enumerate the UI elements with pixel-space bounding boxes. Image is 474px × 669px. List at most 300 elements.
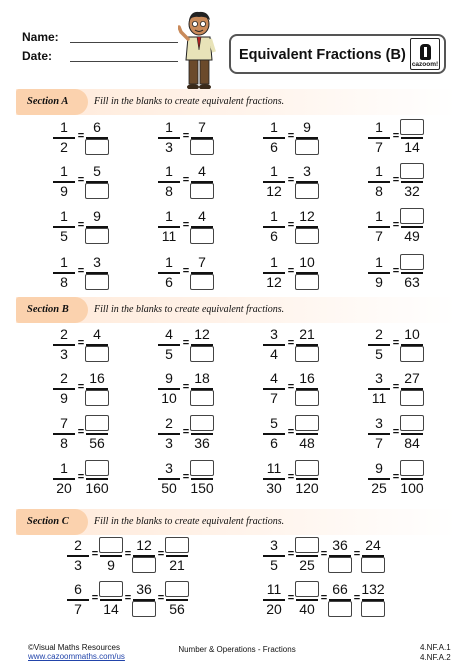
numerator-answer-box[interactable] xyxy=(400,415,424,431)
equals-sign: = xyxy=(392,130,400,142)
equivalent-fraction-problem xyxy=(52,119,132,155)
fraction xyxy=(190,254,214,290)
denominator: 9 xyxy=(60,183,68,199)
equals-sign: = xyxy=(77,426,85,438)
equals-sign: = xyxy=(77,219,85,231)
equivalent-fraction-problem xyxy=(367,119,447,155)
numerator: 1 xyxy=(60,254,68,270)
denominator: 3 xyxy=(74,557,82,573)
fraction xyxy=(157,326,181,362)
denominator-answer-box[interactable] xyxy=(361,601,385,617)
fraction xyxy=(157,415,181,451)
denominator-answer-box[interactable] xyxy=(190,139,214,155)
denominator-answer-box[interactable] xyxy=(190,390,214,406)
numerator: 1 xyxy=(60,460,68,476)
fraction xyxy=(190,415,214,451)
equals-sign: = xyxy=(157,592,165,604)
denominator: 6 xyxy=(270,435,278,451)
denominator: 11 xyxy=(161,228,177,244)
denominator: 7 xyxy=(270,390,278,406)
numerator: 36 xyxy=(136,581,152,597)
title-box xyxy=(229,34,446,74)
equivalent-fraction-problem xyxy=(157,326,237,362)
numerator: 3 xyxy=(303,163,311,179)
fraction xyxy=(361,581,385,617)
numerator: 7 xyxy=(60,415,68,431)
equals-sign: = xyxy=(77,174,85,186)
fraction xyxy=(295,208,319,244)
denominator-answer-box[interactable] xyxy=(328,601,352,617)
fraction xyxy=(85,460,109,496)
denominator: 63 xyxy=(404,274,420,290)
numerator: 21 xyxy=(299,326,315,342)
equivalent-fraction-problem xyxy=(66,537,206,573)
name-field[interactable] xyxy=(70,42,178,43)
fraction xyxy=(367,208,391,244)
denominator-answer-box[interactable] xyxy=(85,139,109,155)
numerator-answer-box[interactable] xyxy=(295,537,319,553)
footer-url-link[interactable]: www.cazoommaths.com/us xyxy=(28,652,125,661)
equivalent-fraction-problem xyxy=(52,254,132,290)
fraction xyxy=(52,415,76,451)
denominator: 20 xyxy=(56,480,72,496)
numerator: 132 xyxy=(361,581,385,597)
equivalent-fraction-problem xyxy=(157,254,237,290)
denominator: 3 xyxy=(60,346,68,362)
numerator-answer-box[interactable] xyxy=(85,415,109,431)
fraction xyxy=(367,119,391,155)
numerator-answer-box[interactable] xyxy=(400,254,424,270)
numerator: 4 xyxy=(270,370,278,386)
equivalent-fraction-problem xyxy=(367,415,447,451)
equals-sign: = xyxy=(182,265,190,277)
numerator: 16 xyxy=(89,370,105,386)
fraction xyxy=(262,163,286,199)
equals-sign: = xyxy=(287,130,295,142)
equivalent-fraction-problem xyxy=(157,163,237,199)
numerator: 24 xyxy=(365,537,381,553)
fraction xyxy=(52,163,76,199)
numerator: 4 xyxy=(165,326,173,342)
fraction xyxy=(157,208,181,244)
denominator-answer-box[interactable] xyxy=(190,274,214,290)
numerator: 7 xyxy=(198,119,206,135)
denominator-answer-box[interactable] xyxy=(328,557,352,573)
fraction xyxy=(190,119,214,155)
denominator-answer-box[interactable] xyxy=(400,346,424,362)
numerator: 1 xyxy=(375,119,383,135)
numerator: 6 xyxy=(74,581,82,597)
fraction xyxy=(66,581,90,617)
denominator-answer-box[interactable] xyxy=(190,346,214,362)
denominator: 5 xyxy=(165,346,173,362)
denominator: 3 xyxy=(165,435,173,451)
logo-text: cazoom! xyxy=(411,61,439,68)
footer-standard-code: 4.NF.A.1 xyxy=(420,643,451,652)
equals-sign: = xyxy=(182,471,190,483)
equivalent-fraction-problem xyxy=(157,415,237,451)
denominator: 30 xyxy=(266,480,282,496)
numerator: 5 xyxy=(270,415,278,431)
numerator-answer-box[interactable] xyxy=(85,460,109,476)
equivalent-fraction-problem xyxy=(52,370,132,406)
fraction xyxy=(295,537,319,573)
equals-sign: = xyxy=(77,265,85,277)
fraction xyxy=(328,537,352,573)
equals-sign: = xyxy=(182,426,190,438)
denominator: 150 xyxy=(190,480,214,496)
fraction xyxy=(295,326,319,362)
equivalent-fraction-problem xyxy=(262,326,342,362)
numerator: 5 xyxy=(93,163,101,179)
denominator: 7 xyxy=(375,435,383,451)
numerator: 4 xyxy=(198,208,206,224)
numerator: 7 xyxy=(198,254,206,270)
fraction xyxy=(367,460,391,496)
fraction xyxy=(262,581,286,617)
fraction xyxy=(262,119,286,155)
equals-sign: = xyxy=(392,471,400,483)
numerator: 1 xyxy=(165,119,173,135)
fraction xyxy=(190,163,214,199)
denominator: 8 xyxy=(375,183,383,199)
numerator-answer-box[interactable] xyxy=(165,537,189,553)
denominator: 3 xyxy=(165,139,173,155)
equivalent-fraction-problem xyxy=(262,163,342,199)
numerator: 2 xyxy=(60,370,68,386)
fraction xyxy=(165,537,189,573)
equivalent-fraction-problem xyxy=(157,208,237,244)
fraction xyxy=(361,537,385,573)
fraction xyxy=(295,254,319,290)
fraction xyxy=(400,370,424,406)
fraction xyxy=(400,163,424,199)
fraction xyxy=(262,326,286,362)
equals-sign: = xyxy=(287,174,295,186)
numerator: 1 xyxy=(270,208,278,224)
denominator: 120 xyxy=(295,480,319,496)
equals-sign: = xyxy=(287,426,295,438)
equals-sign: = xyxy=(392,337,400,349)
numerator: 11 xyxy=(266,460,282,476)
equivalent-fraction-problem xyxy=(367,460,447,496)
numerator: 1 xyxy=(270,119,278,135)
numerator: 3 xyxy=(165,460,173,476)
denominator-answer-box[interactable] xyxy=(85,346,109,362)
equivalent-fraction-problem xyxy=(262,581,402,617)
equals-sign: = xyxy=(392,174,400,186)
fraction xyxy=(367,163,391,199)
fraction xyxy=(85,208,109,244)
equivalent-fraction-problem xyxy=(52,208,132,244)
numerator: 1 xyxy=(375,208,383,224)
numerator: 36 xyxy=(332,537,348,553)
footer-copyright: ©Visual Maths Resources xyxy=(28,643,121,652)
denominator: 5 xyxy=(270,557,278,573)
numerator: 11 xyxy=(266,581,282,597)
equals-sign: = xyxy=(91,548,99,560)
denominator: 11 xyxy=(371,390,387,406)
equals-sign: = xyxy=(353,548,361,560)
denominator-answer-box[interactable] xyxy=(132,557,156,573)
fraction xyxy=(52,208,76,244)
fraction xyxy=(400,208,424,244)
numerator: 1 xyxy=(375,254,383,270)
fraction xyxy=(52,254,76,290)
denominator: 160 xyxy=(85,480,109,496)
equivalent-fraction-problem xyxy=(262,254,342,290)
numerator-answer-box[interactable] xyxy=(295,460,319,476)
equals-sign: = xyxy=(287,219,295,231)
denominator: 7 xyxy=(375,139,383,155)
equals-sign: = xyxy=(182,337,190,349)
equals-sign: = xyxy=(392,426,400,438)
numerator: 9 xyxy=(303,119,311,135)
numerator: 12 xyxy=(194,326,210,342)
equals-sign: = xyxy=(182,174,190,186)
numerator: 4 xyxy=(198,163,206,179)
equivalent-fraction-problem xyxy=(262,119,342,155)
equals-sign: = xyxy=(77,337,85,349)
section-badge: Section C xyxy=(16,509,88,535)
denominator: 21 xyxy=(169,557,185,573)
numerator-answer-box[interactable] xyxy=(190,415,214,431)
equals-sign: = xyxy=(287,337,295,349)
denominator: 4 xyxy=(270,346,278,362)
equals-sign: = xyxy=(392,265,400,277)
denominator: 8 xyxy=(60,435,68,451)
fraction xyxy=(262,370,286,406)
fraction xyxy=(367,326,391,362)
numerator: 2 xyxy=(165,415,173,431)
date-label: Date: xyxy=(22,49,53,63)
equivalent-fraction-problem xyxy=(262,537,402,573)
fraction xyxy=(367,415,391,451)
numerator: 1 xyxy=(270,163,278,179)
denominator: 36 xyxy=(194,435,210,451)
fraction xyxy=(400,254,424,290)
fraction xyxy=(295,119,319,155)
equals-sign: = xyxy=(392,219,400,231)
numerator: 1 xyxy=(165,208,173,224)
denominator-answer-box[interactable] xyxy=(295,228,319,244)
equals-sign: = xyxy=(77,381,85,393)
equals-sign: = xyxy=(77,130,85,142)
fraction xyxy=(85,326,109,362)
equals-sign: = xyxy=(320,592,328,604)
denominator: 48 xyxy=(299,435,315,451)
denominator: 20 xyxy=(266,601,282,617)
numerator-answer-box[interactable] xyxy=(99,581,123,597)
numerator: 66 xyxy=(332,581,348,597)
fraction xyxy=(85,415,109,451)
fraction xyxy=(190,370,214,406)
denominator: 49 xyxy=(404,228,420,244)
denominator-answer-box[interactable] xyxy=(361,557,385,573)
numerator: 12 xyxy=(136,537,152,553)
numerator-answer-box[interactable] xyxy=(190,460,214,476)
denominator-answer-box[interactable] xyxy=(85,228,109,244)
numerator: 3 xyxy=(270,326,278,342)
cazoom-logo xyxy=(410,38,440,70)
denominator-answer-box[interactable] xyxy=(295,346,319,362)
fraction xyxy=(157,254,181,290)
denominator: 7 xyxy=(375,228,383,244)
denominator: 50 xyxy=(161,480,177,496)
denominator-answer-box[interactable] xyxy=(295,139,319,155)
section-badge: Section B xyxy=(16,297,88,323)
fraction xyxy=(367,370,391,406)
numerator: 12 xyxy=(299,208,315,224)
denominator: 6 xyxy=(165,274,173,290)
numerator-answer-box[interactable] xyxy=(400,163,424,179)
denominator-answer-box[interactable] xyxy=(190,228,214,244)
numerator: 1 xyxy=(165,254,173,270)
numerator-answer-box[interactable] xyxy=(400,208,424,224)
section-instruction: Fill in the blanks to create equivalent fractions. xyxy=(94,96,285,107)
equivalent-fraction-problem xyxy=(367,326,447,362)
equals-sign: = xyxy=(182,130,190,142)
denominator: 100 xyxy=(400,480,424,496)
numerator-answer-box[interactable] xyxy=(295,581,319,597)
numerator: 1 xyxy=(165,163,173,179)
numerator-answer-box[interactable] xyxy=(400,460,424,476)
denominator: 25 xyxy=(299,557,315,573)
denominator: 8 xyxy=(60,274,68,290)
denominator-answer-box[interactable] xyxy=(295,390,319,406)
fraction xyxy=(157,119,181,155)
denominator: 56 xyxy=(169,601,185,617)
denominator-answer-box[interactable] xyxy=(85,183,109,199)
fraction xyxy=(295,460,319,496)
fraction xyxy=(132,581,156,617)
fraction xyxy=(262,254,286,290)
equivalent-fraction-problem xyxy=(262,415,342,451)
numerator: 9 xyxy=(165,370,173,386)
equals-sign: = xyxy=(91,592,99,604)
fraction xyxy=(132,537,156,573)
fraction xyxy=(157,163,181,199)
fraction xyxy=(85,254,109,290)
equivalent-fraction-problem xyxy=(262,460,342,496)
numerator: 9 xyxy=(93,208,101,224)
numerator: 2 xyxy=(74,537,82,553)
boy-mascot-illustration xyxy=(178,10,220,92)
denominator-answer-box[interactable] xyxy=(295,183,319,199)
equivalent-fraction-problem xyxy=(367,254,447,290)
section-b-header xyxy=(16,297,456,323)
date-row xyxy=(22,49,52,63)
fraction xyxy=(262,208,286,244)
fraction xyxy=(328,581,352,617)
denominator-answer-box[interactable] xyxy=(400,390,424,406)
fraction xyxy=(85,370,109,406)
equivalent-fraction-problem xyxy=(52,163,132,199)
denominator: 6 xyxy=(270,228,278,244)
numerator-answer-box[interactable] xyxy=(165,581,189,597)
fraction xyxy=(262,415,286,451)
denominator: 8 xyxy=(165,183,173,199)
denominator: 9 xyxy=(375,274,383,290)
denominator: 40 xyxy=(299,601,315,617)
equivalent-fraction-problem xyxy=(52,415,132,451)
footer-topic: Number & Operations - Fractions xyxy=(178,645,296,654)
numerator-answer-box[interactable] xyxy=(99,537,123,553)
equals-sign: = xyxy=(77,471,85,483)
denominator-answer-box[interactable] xyxy=(85,390,109,406)
denominator: 9 xyxy=(60,390,68,406)
denominator: 12 xyxy=(266,183,282,199)
date-field[interactable] xyxy=(70,61,178,62)
equivalent-fraction-problem xyxy=(367,208,447,244)
denominator-answer-box[interactable] xyxy=(295,274,319,290)
worksheet-title: Equivalent Fractions (B) xyxy=(239,47,406,63)
equivalent-fraction-problem xyxy=(262,370,342,406)
denominator: 7 xyxy=(74,601,82,617)
section-badge: Section A xyxy=(16,89,88,115)
numerator: 10 xyxy=(299,254,315,270)
numerator: 16 xyxy=(299,370,315,386)
denominator-answer-box[interactable] xyxy=(85,274,109,290)
equals-sign: = xyxy=(182,219,190,231)
fraction xyxy=(400,415,424,451)
numerator: 2 xyxy=(60,326,68,342)
denominator: 5 xyxy=(375,346,383,362)
equivalent-fraction-problem xyxy=(66,581,206,617)
numerator-answer-box[interactable] xyxy=(400,119,424,135)
denominator: 25 xyxy=(371,480,387,496)
numerator: 1 xyxy=(270,254,278,270)
numerator: 3 xyxy=(270,537,278,553)
denominator-answer-box[interactable] xyxy=(132,601,156,617)
numerator: 1 xyxy=(375,163,383,179)
numerator: 18 xyxy=(194,370,210,386)
equals-sign: = xyxy=(182,381,190,393)
fraction xyxy=(262,460,286,496)
fraction xyxy=(367,254,391,290)
denominator: 56 xyxy=(89,435,105,451)
section-instruction: Fill in the blanks to create equivalent fractions. xyxy=(94,516,285,527)
fraction xyxy=(295,581,319,617)
equivalent-fraction-problem xyxy=(262,208,342,244)
denominator: 2 xyxy=(60,139,68,155)
fraction xyxy=(52,460,76,496)
fraction xyxy=(295,163,319,199)
equivalent-fraction-problem xyxy=(52,326,132,362)
equals-sign: = xyxy=(320,548,328,560)
equals-sign: = xyxy=(287,592,295,604)
equals-sign: = xyxy=(124,548,132,560)
name-label: Name: xyxy=(22,30,59,44)
equals-sign: = xyxy=(287,548,295,560)
numerator-answer-box[interactable] xyxy=(295,415,319,431)
denominator: 32 xyxy=(404,183,420,199)
denominator: 14 xyxy=(404,139,420,155)
fraction xyxy=(400,460,424,496)
numerator: 4 xyxy=(93,326,101,342)
fraction xyxy=(295,415,319,451)
denominator: 12 xyxy=(266,274,282,290)
denominator: 5 xyxy=(60,228,68,244)
equivalent-fraction-problem xyxy=(52,460,132,496)
fraction xyxy=(190,208,214,244)
fraction xyxy=(157,460,181,496)
numerator: 10 xyxy=(404,326,420,342)
denominator-answer-box[interactable] xyxy=(190,183,214,199)
equivalent-fraction-problem xyxy=(157,460,237,496)
fraction xyxy=(400,119,424,155)
equals-sign: = xyxy=(287,265,295,277)
